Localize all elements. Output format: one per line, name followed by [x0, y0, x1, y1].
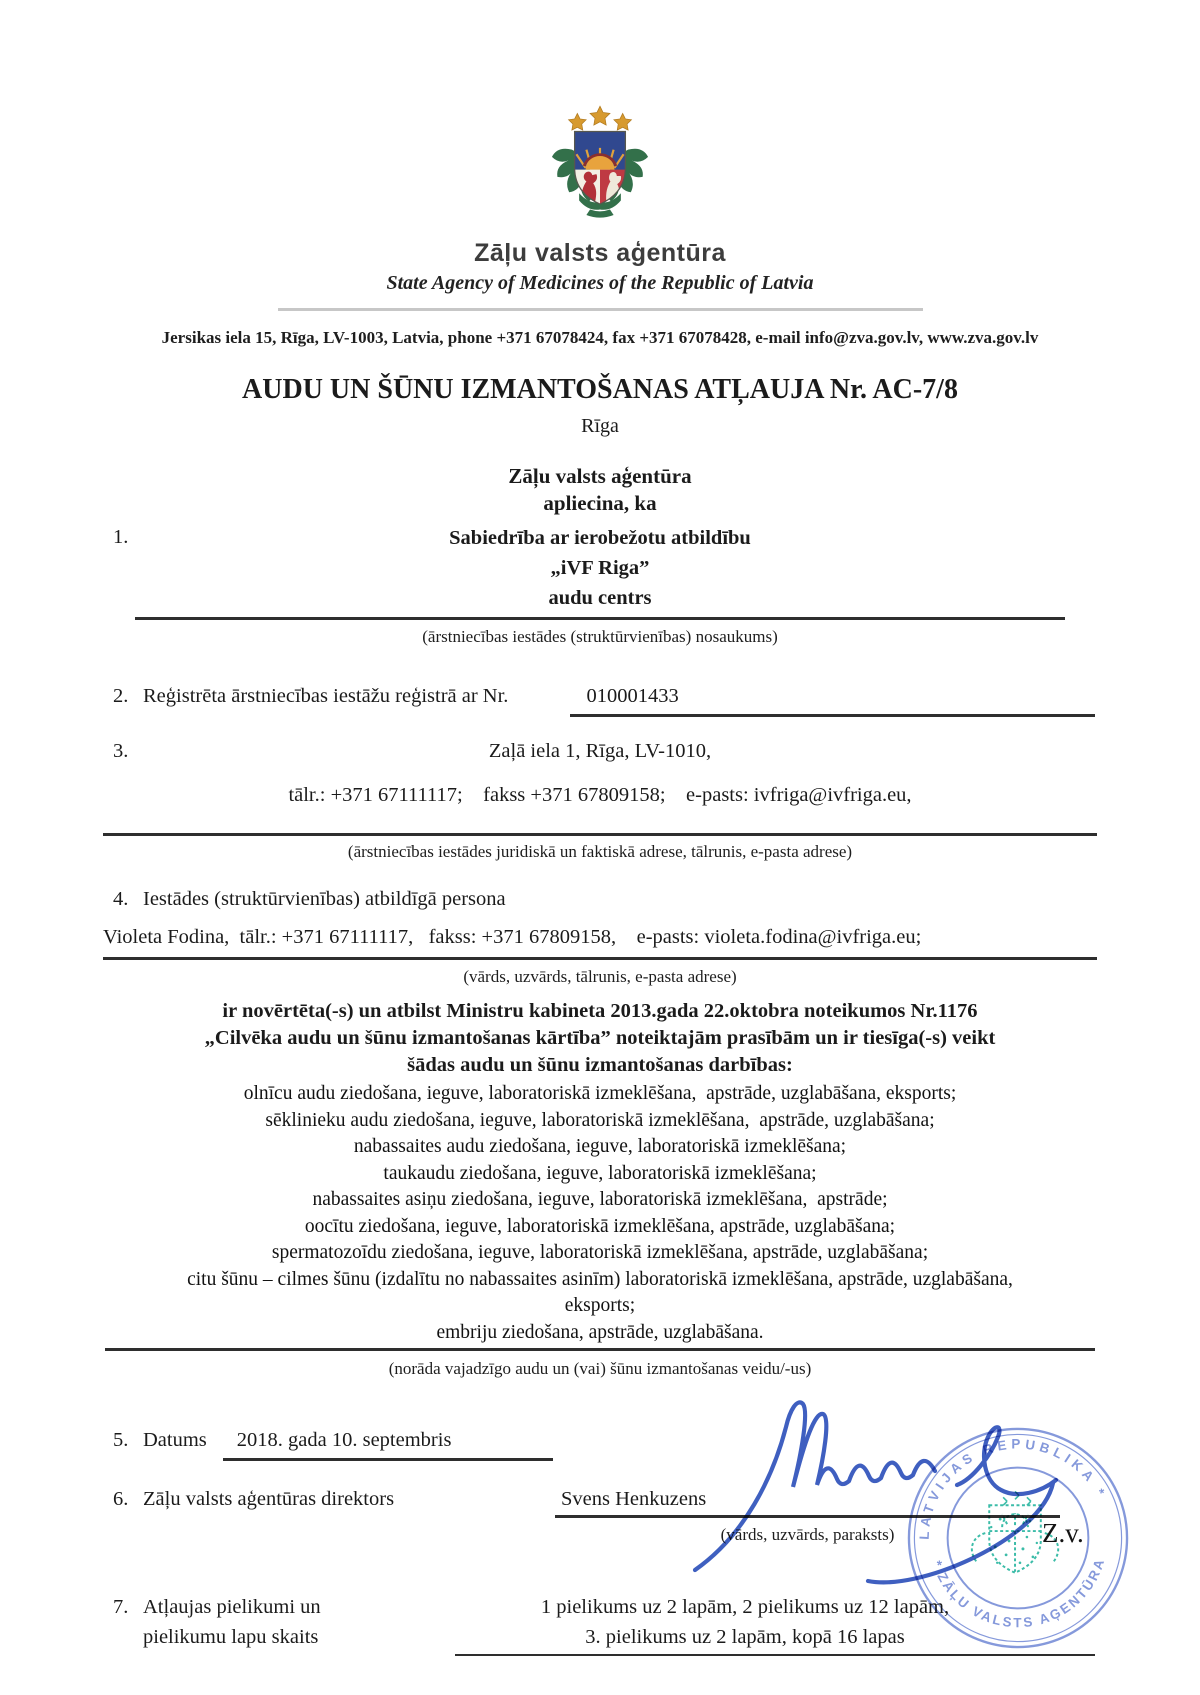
section-address — [105, 737, 1095, 863]
certifies-line: apliecina, ka — [543, 491, 657, 515]
activity-line: nabassaites audu ziedošana, ieguve, laboratoriskā izmeklēšana; — [353, 1136, 847, 1157]
director-signature-ink — [655, 1385, 1080, 1597]
shield — [575, 132, 626, 206]
activity-line: taukaudu ziedošana, ieguve, laboratoriskā izmeklēšana; — [383, 1162, 817, 1184]
date-value: 2018. gada 10. septembris — [223, 1426, 553, 1461]
field-caption: (norāda vajadzīgo audu un (vai) šūnu izmantošanas veidu/-us) — [388, 1359, 812, 1378]
header-divider — [278, 308, 923, 311]
fill-in-line — [135, 617, 1065, 620]
annexes-label-line-2: pielikumu lapu skaits — [143, 1626, 319, 1648]
agency-name-lv: Zāļu valsts aģentūra — [474, 239, 726, 267]
registration-number-value: 010001433 — [570, 682, 1095, 717]
compliance-statement — [105, 998, 1095, 1079]
activity-line: embriju ziedošana, apstrāde, uzglabāšana. — [436, 1321, 764, 1343]
statement-line-2: „Cilvēka audu un šūnu izmantošanas kārtība” noteiktajām prasībām un ir tiesīga(-s) veikt — [204, 1027, 996, 1049]
responsible-person-details: Violeta Fodina, tālr.: +371 67111117, fakss: +371 67809158, e-pasts: violeta.fodina@ivfriga.eu; — [103, 923, 1097, 960]
activity-line: citu šūnu – cilmes šūnu (izdalītu no nabassaites asinīm) laboratoriskā izmeklēšana, apstrāde, uzglabāšana, — [187, 1268, 1013, 1290]
item-number: 5. — [113, 1429, 129, 1451]
document-header — [0, 0, 1200, 517]
section-responsible-person — [105, 885, 1095, 988]
field-caption: (ārstniecības iestādes juridiskā un faktiskā adrese, tālrunis, e-pasta adrese) — [347, 842, 853, 861]
registration-label: Reģistrēta ārstniecības iestāžu reģistrā ar Nr. — [143, 685, 509, 707]
item-number: 3. — [113, 740, 129, 762]
issuer-name: Zāļu valsts aģentūra — [508, 464, 692, 488]
annexes-value-line-1: 1 pielikums uz 2 lapām, 2 pielikums uz 12 lapām, — [540, 1596, 950, 1618]
activity-line: nabassaites asiņu ziedošana, ieguve, laboratoriskā izmeklēšana, apstrāde; — [312, 1189, 888, 1210]
field-caption: (vārds, uzvārds, tālrunis, e-pasta adrese) — [463, 967, 737, 986]
director-name: Svens Henkuzens — [555, 1485, 1060, 1518]
activity-line: eksports; — [564, 1295, 636, 1316]
institution-name-line-3: audu centrs — [548, 587, 652, 609]
date-label: Datums — [143, 1429, 207, 1451]
institution-name-line-1: Sabiedrība ar ierobežotu atbildību — [449, 527, 751, 549]
item-number: 2. — [113, 685, 129, 707]
agency-name-en: State Agency of Medicines of the Republic of Latvia — [386, 272, 814, 294]
agency-address: Jersikas iela 15, Rīga, LV-1003, Latvia, phone +371 67078424, fax +371 67078428, e-mail info@zva.gov.lv, www.zva.gov.lv — [161, 328, 1039, 347]
item-number: 4. — [113, 888, 129, 910]
permitted-activities-list — [60, 1081, 1140, 1346]
item-number: 7. — [113, 1596, 129, 1618]
stars — [569, 106, 632, 130]
stamp-top-text: LATVIJAS REPUBLIKA * — [916, 1436, 1110, 1541]
activity-line: spermatozoīdu ziedošana, ieguve, laboratoriskā izmeklēšana, apstrāde, uzglabāšana; — [271, 1242, 929, 1263]
stamp-bottom-text: * ZĀĻU VALSTS AĢENTŪRA — [929, 1555, 1108, 1631]
stamp-zv-label: Z.v. — [1042, 1518, 1084, 1548]
activity-line: oocītu ziedošana, ieguve, laboratoriskā izmeklēšana, apstrāde, uzglabāšana; — [304, 1215, 896, 1237]
activity-line: sēklinieku audu ziedošana, ieguve, laboratoriskā izmeklēšana, apstrāde, uzglabāšana; — [265, 1109, 935, 1131]
field-caption: (ārstniecības iestādes (struktūrvienības) nosaukums) — [422, 627, 778, 646]
section-registration-number — [105, 682, 1095, 717]
item-number: 6. — [113, 1488, 129, 1510]
item-number: 1. — [113, 526, 129, 548]
annexes-label-line-1: Atļaujas pielikumi un — [143, 1596, 321, 1618]
document-title: AUDU UN ŠŪNU IZMANTOŠANAS ATĻAUJA Nr. AC-7/8 — [242, 374, 958, 405]
document-city: Rīga — [581, 415, 619, 437]
annexes-value-line-2: 3. pielikums uz 2 lapām, kopā 16 lapas — [585, 1626, 905, 1648]
director-label: Zāļu valsts aģentūras direktors — [143, 1488, 395, 1510]
fill-in-line — [103, 833, 1097, 836]
statement-line-3: šādas audu un šūnu izmantošanas darbības: — [407, 1054, 793, 1076]
statement-line-1: ir novērtēta(-s) un atbilst Ministru kabineta 2013.gada 22.oktobra noteikumos Nr.1176 — [222, 1000, 978, 1022]
institution-address: Zaļā iela 1, Rīga, LV-1010, — [488, 740, 712, 762]
section-institution-name — [105, 523, 1095, 648]
responsible-person-label: Iestādes (struktūrvienības) atbildīgā persona — [143, 888, 506, 910]
field-caption: (vārds, uzvārds, paraksts) — [720, 1525, 895, 1544]
fill-in-line — [105, 1348, 1095, 1351]
latvia-coat-of-arms-icon — [532, 102, 668, 230]
annexes-label — [105, 1592, 443, 1652]
activity-line: olnīcu audu ziedošana, ieguve, laboratoriskā izmeklēšana, apstrāde, uzglabāšana, eksports; — [243, 1083, 957, 1104]
institution-name-line-2: „iVF Riga” — [550, 557, 650, 579]
institution-contacts: tālr.: +371 67111117; fakss +371 67809158; e-pasts: ivfriga@ivfriga.eu, — [288, 784, 912, 806]
